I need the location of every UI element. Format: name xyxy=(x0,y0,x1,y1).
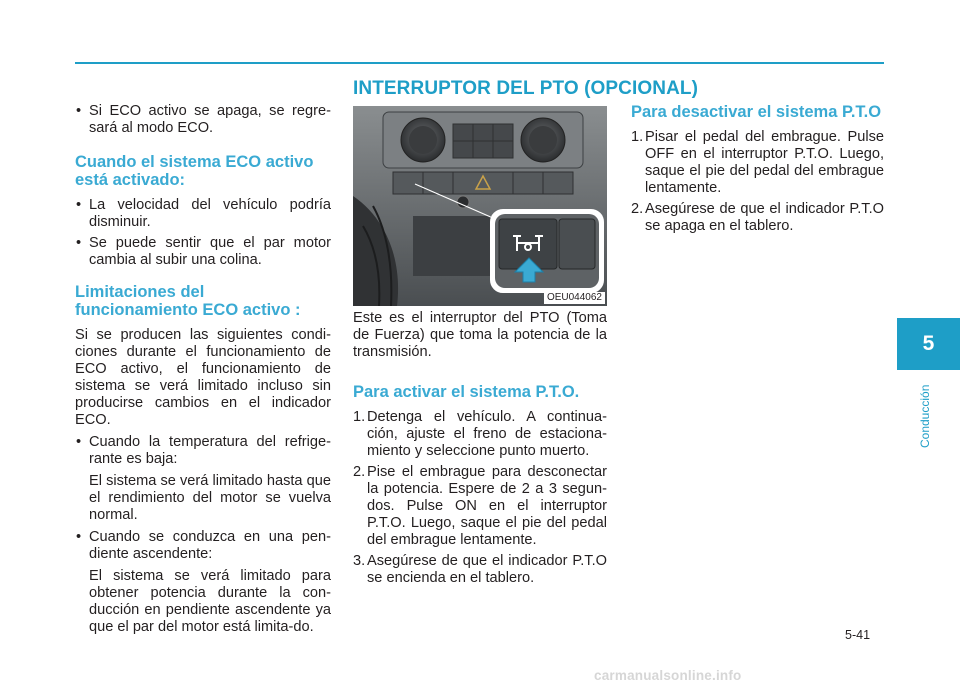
step-text: Asegúrese de que el indicador P.T.O se encienda en el tablero. xyxy=(367,553,607,586)
step-number: 2. xyxy=(353,464,366,480)
column-left xyxy=(75,103,331,636)
heading-eco-active: Cuando el sistema ECO activo está activado: xyxy=(75,153,314,189)
step-number: 1. xyxy=(631,129,644,145)
page-number: 5-41 xyxy=(845,628,871,642)
watermark: carmanualsonline.info xyxy=(594,668,742,683)
step-number: 2. xyxy=(631,201,644,217)
intro-bullet: • Si ECO activo se apaga, se regre-sará al modo ECO. xyxy=(75,103,331,137)
list-item xyxy=(353,553,607,587)
step-text: Detenga el vehículo. A continua-ción, ajuste el freno de estaciona-miento y seleccione punto muerto. xyxy=(367,409,607,459)
pto-switch-photo xyxy=(353,106,607,306)
step-text: Pise el embrague para desconectar la potencia. Espere de 2 a 3 segun-dos. Pulse ON en el interruptor P.T.O. Luego, saque el pie del pedal del embrague lentamente. xyxy=(367,464,607,548)
list-item-detail: El sistema se verá limitado para obtener potencia durante la con-ducción en pendiente ascendente ya que el par del motor está limita-do. xyxy=(89,568,331,635)
heading-eco-limits: Limitaciones del funcionamiento ECO activo : xyxy=(75,283,301,319)
column-middle xyxy=(353,310,607,587)
top-rule xyxy=(75,62,884,64)
step-number: 1. xyxy=(353,409,366,425)
heading-activate-pto: Para activar el sistema P.T.O. xyxy=(353,383,580,401)
image-code: OEU044062 xyxy=(544,292,605,304)
list-item: • Se puede sentir que el par motor cambia al subir una colina. xyxy=(75,235,331,269)
list-item xyxy=(353,464,607,549)
list-item xyxy=(631,201,884,235)
list-item: • Cuando la temperatura del refrige-rante es baja: xyxy=(75,434,331,468)
heading-deactivate-pto: Para desactivar el sistema P.T.O xyxy=(631,103,882,121)
step-text: Asegúrese de que el indicador P.T.O se apaga en el tablero. xyxy=(645,201,884,234)
step-number: 3. xyxy=(353,553,366,569)
column-right xyxy=(631,103,884,235)
list-item: • Cuando se conduzca en una pen-diente ascendente: xyxy=(75,529,331,563)
section-title: INTERRUPTOR DEL PTO (OPCIONAL) xyxy=(353,78,699,99)
chapter-tab: 5 xyxy=(897,318,960,370)
dashboard-illustration xyxy=(353,106,607,306)
step-text: Pisar el pedal del embrague. Pulse OFF en el interruptor P.T.O. Luego, saque el pie del pedal del embrague lentamente. xyxy=(645,129,884,196)
limits-paragraph: Si se producen las siguientes condi-ciones durante el funcionamiento de ECO activo, el funcionamiento de sistema se verá limitado incluso sin producirse cambios en el indicador ECO. xyxy=(75,327,331,428)
list-item xyxy=(631,129,884,197)
list-item: • La velocidad del vehículo podría disminuir. xyxy=(75,197,331,231)
list-item xyxy=(353,409,607,460)
list-item-detail: El sistema se verá limitado hasta que el rendimiento del motor se vuelva normal. xyxy=(89,473,331,523)
chapter-label: Conducción xyxy=(918,384,932,448)
figure-caption: Este es el interruptor del PTO (Toma de Fuerza) que toma la potencia de la transmisión. xyxy=(353,310,607,360)
